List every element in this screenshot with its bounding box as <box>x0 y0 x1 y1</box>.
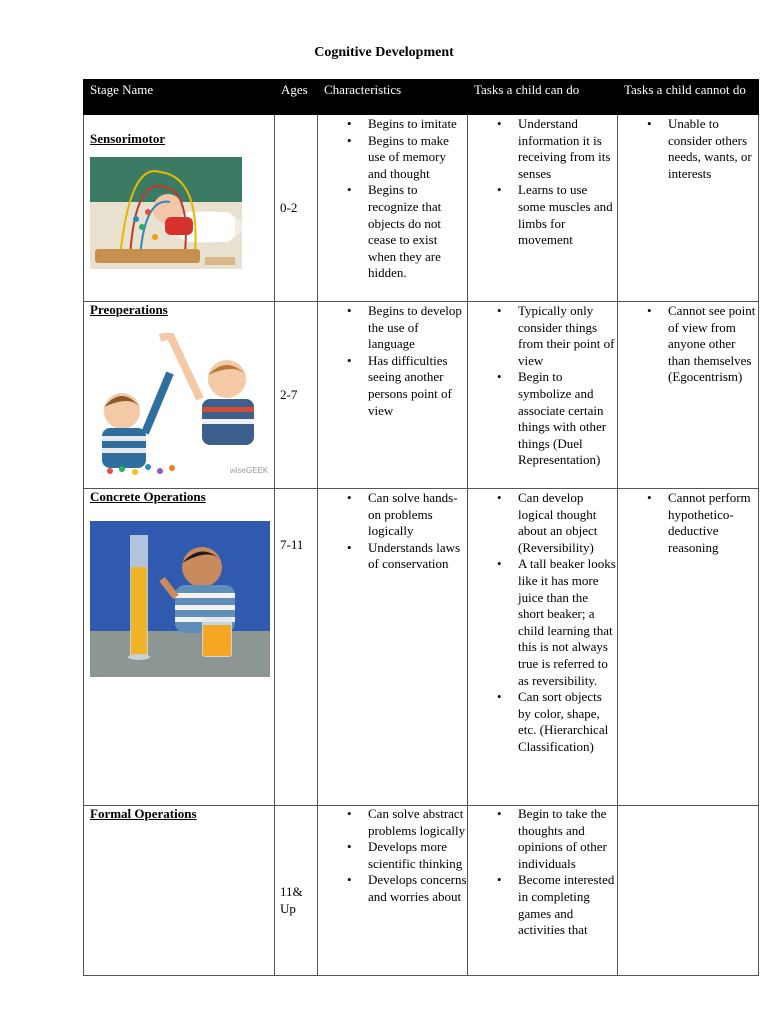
list-item: • Can solve abstract problems logically <box>368 806 467 839</box>
header-characteristics: Characteristics <box>318 80 468 115</box>
table-row <box>84 489 759 806</box>
stage-name: Sensorimotor <box>90 131 166 146</box>
list-item: • Develops concerns and worries about <box>368 872 467 905</box>
baby-playing-bead-maze-image <box>90 157 242 269</box>
cannot-do-cell <box>618 806 759 976</box>
stage-cell <box>84 302 275 489</box>
list-item: • Develops more scientific thinking <box>368 839 467 872</box>
characteristics-cell <box>318 302 468 489</box>
age-range: 7-11 <box>275 489 318 806</box>
list-item: • Begin to symbolize and associate certain things with other things (Duel Representation) <box>518 369 617 469</box>
age-range: 0-2 <box>275 115 318 302</box>
list-item: • Begin to take the thoughts and opinions of other individuals <box>518 806 617 872</box>
list-item: • Typically only consider things from their point of view <box>518 303 617 369</box>
image-watermark: wiseGEEK <box>230 465 268 475</box>
header-stage-name: Stage Name <box>84 80 275 115</box>
cannot-do-cell <box>618 115 759 302</box>
cannot-do-cell <box>618 489 759 806</box>
table-row <box>84 806 759 976</box>
can-do-cell <box>468 489 618 806</box>
cannot-do-cell <box>618 302 759 489</box>
list-item: • Can solve hands-on problems logically <box>368 490 467 540</box>
can-do-cell <box>468 806 618 976</box>
stage-cell <box>84 806 275 976</box>
list-item: • Understands laws of conservation <box>368 540 467 573</box>
list-item: • Cannot perform hypothetico-deductive reasoning <box>668 490 758 556</box>
list-item: • A tall beaker looks like it has more juice than the short beaker; a child learning that this is not always true is referred to as reversibility. <box>518 556 617 689</box>
list-item: • Begins to make use of memory and thought <box>368 133 467 183</box>
header-cannot-do: Tasks a child cannot do <box>618 80 759 115</box>
stage-name: Concrete Operations <box>90 489 206 504</box>
list-item: • Begins to recognize that objects do not cease to exist when they are hidden. <box>368 182 467 282</box>
stage-name: Preoperations <box>90 302 168 317</box>
list-item: • Can develop logical thought about an object (Reversibility) <box>518 490 617 556</box>
stage-cell <box>84 115 275 302</box>
list-item: • Can sort objects by color, shape, etc. (Hierarchical Classification) <box>518 689 617 755</box>
table-row <box>84 115 759 302</box>
characteristics-cell <box>318 806 468 976</box>
age-range: 2-7 <box>275 302 318 489</box>
table-header-row <box>84 80 759 115</box>
header-can-do: Tasks a child can do <box>468 80 618 115</box>
boy-with-juice-beakers-image <box>90 521 270 677</box>
page-title: Cognitive Development <box>314 45 454 60</box>
list-item: • Understand information it is receiving from its senses <box>518 116 617 182</box>
list-item: • Cannot see point of view from anyone other than themselves (Egocentrism) <box>668 303 758 386</box>
list-item: • Unable to consider others needs, wants, or interests <box>668 116 758 182</box>
cognitive-stages-table <box>83 79 759 976</box>
characteristics-cell <box>318 115 468 302</box>
list-item: • Has difficulties seeing another persons point of view <box>368 353 467 419</box>
list-item: • Begins to imitate <box>368 116 467 133</box>
table-row <box>84 302 759 489</box>
header-ages: Ages <box>275 80 318 115</box>
stage-name: Formal Operations <box>90 806 197 821</box>
can-do-cell <box>468 115 618 302</box>
list-item: • Begins to develop the use of language <box>368 303 467 353</box>
characteristics-cell <box>318 489 468 806</box>
age-range: 11& Up <box>275 806 318 976</box>
two-boys-arguing-image <box>90 333 268 479</box>
list-item: • Learns to use some muscles and limbs for movement <box>518 182 617 248</box>
can-do-cell <box>468 302 618 489</box>
stage-cell <box>84 489 275 806</box>
list-item: • Become interested in completing games and activities that <box>518 872 617 938</box>
